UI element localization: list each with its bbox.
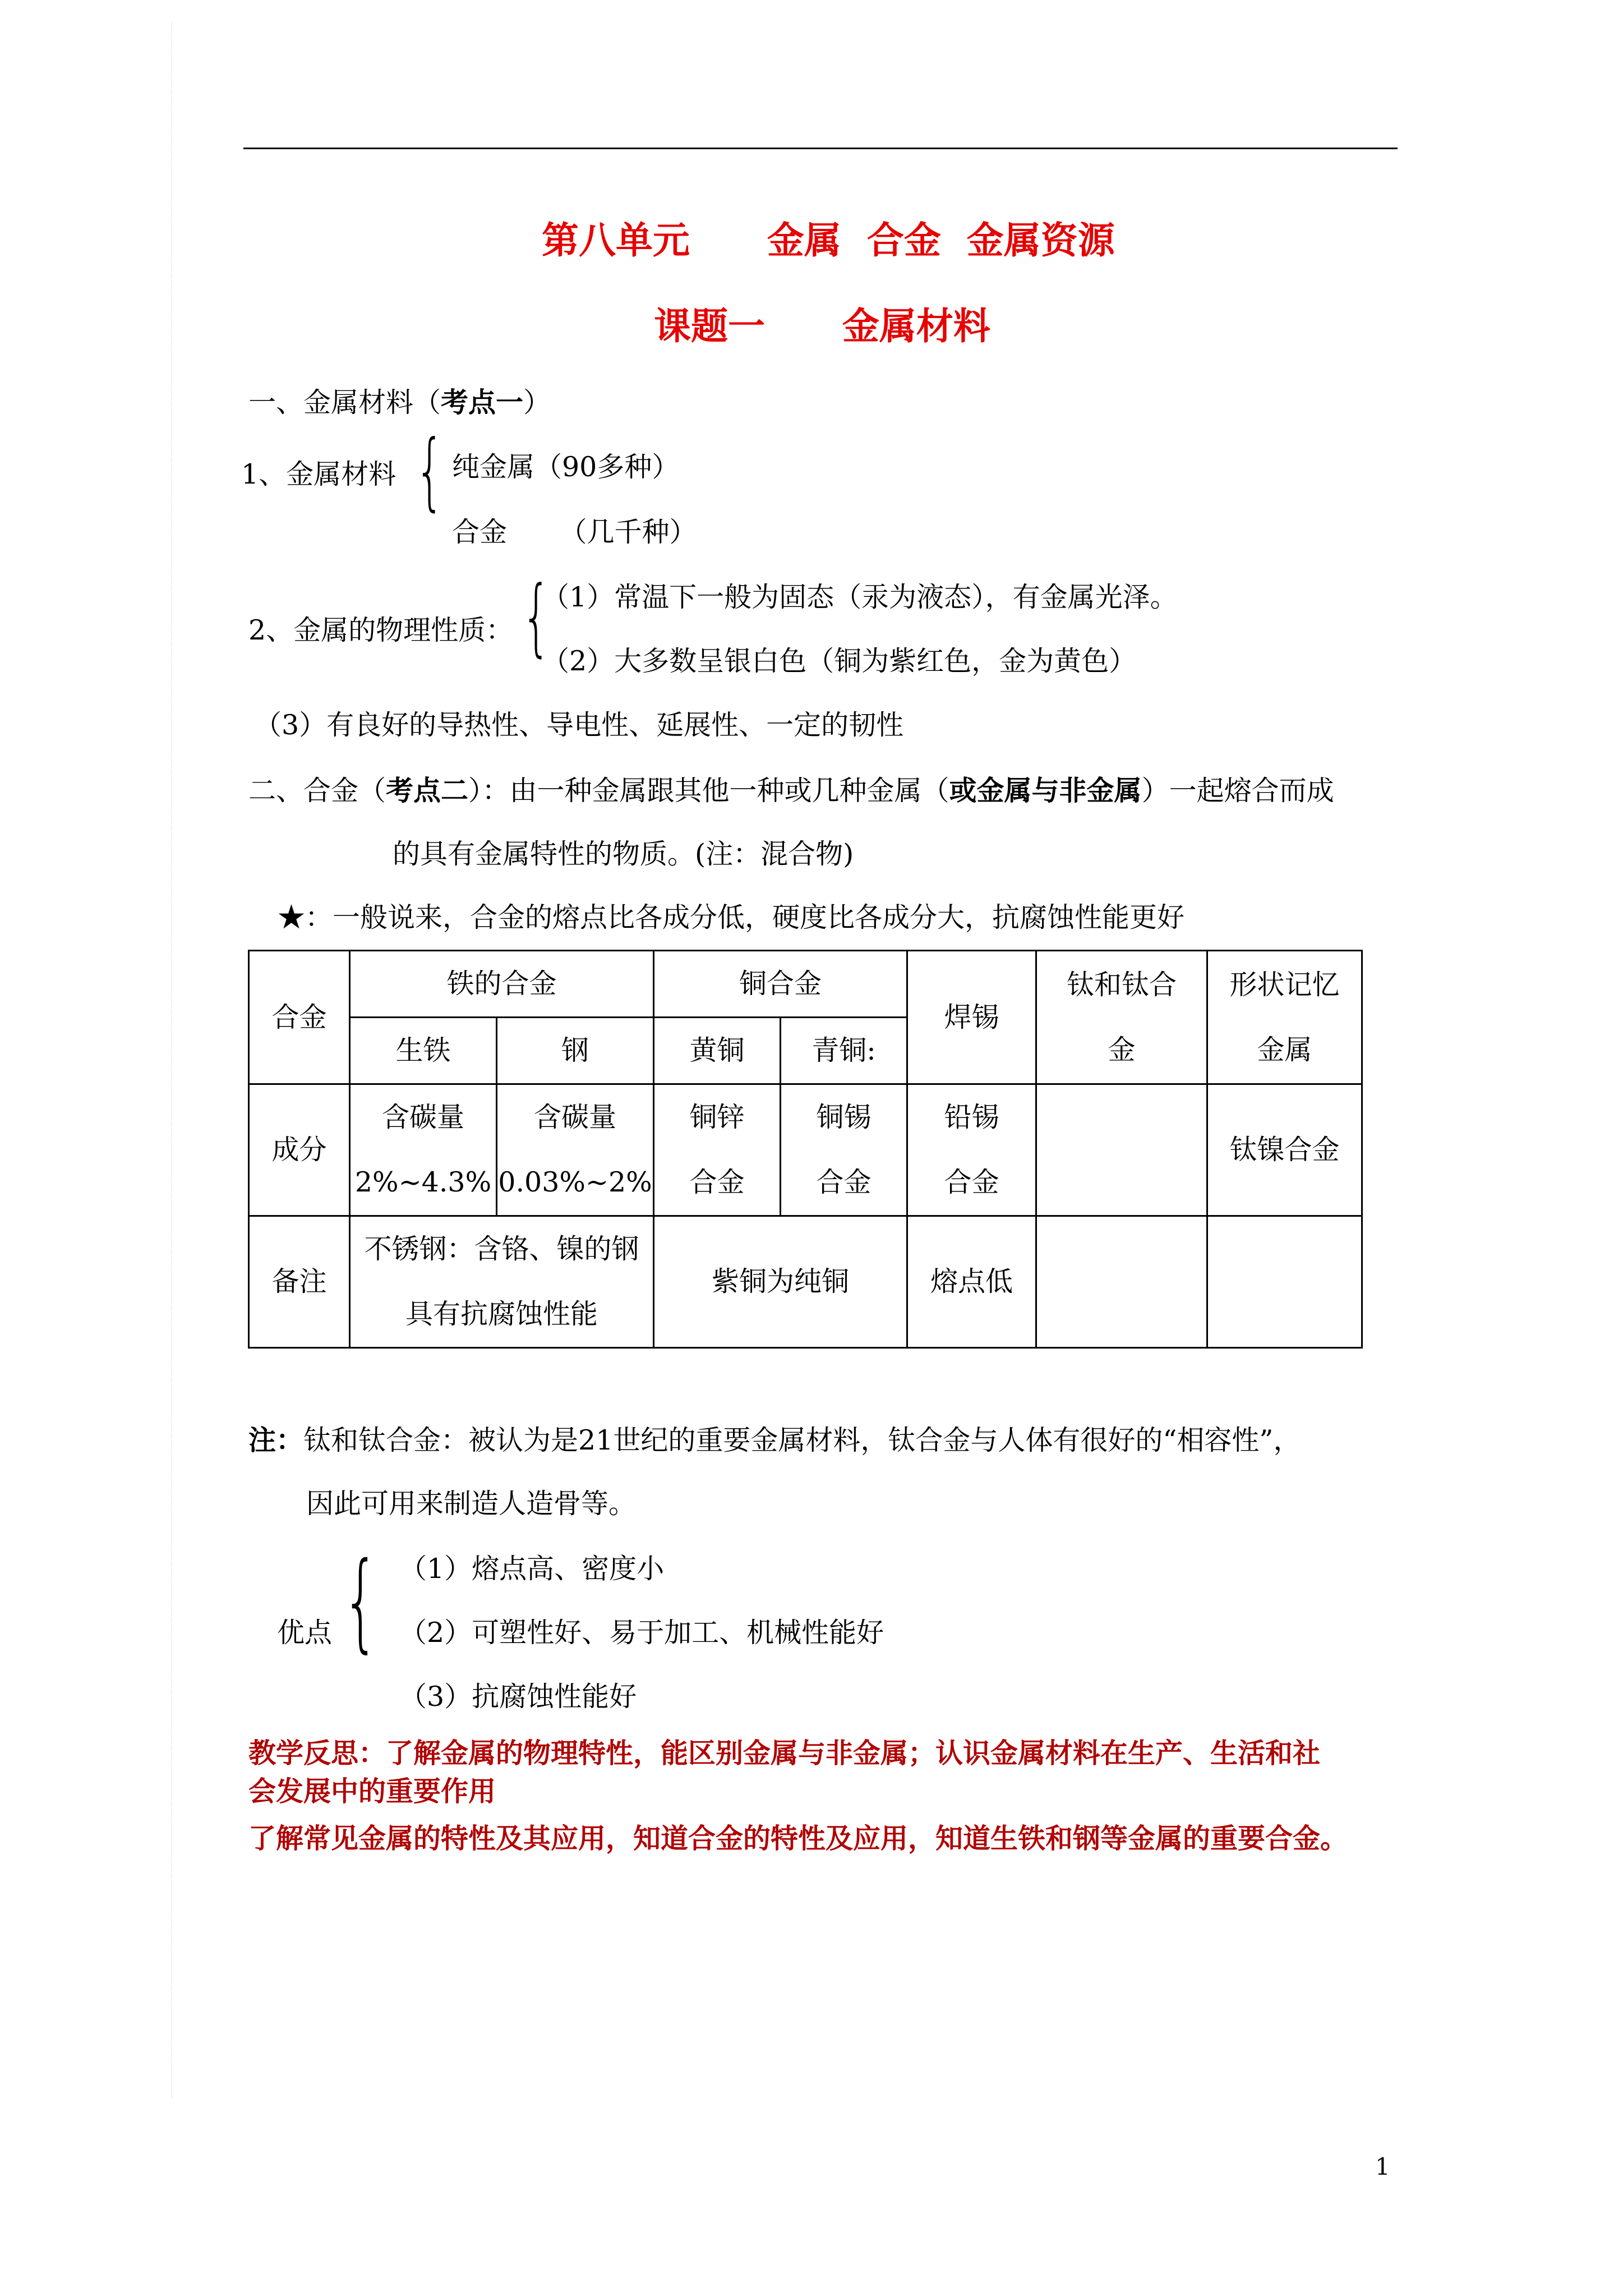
item2-property-1: （1）常温下一般为固态（汞为液态），有金属光泽。 [542,581,1178,613]
advantage-1: （1）熔点高、密度小 [399,1553,665,1585]
pig-iron-comp-1: 含碳量 [381,1101,464,1133]
cell-solder-comp [907,1084,1036,1216]
advantage-2: （2）可塑性好、易于加工、机械性能好 [399,1617,884,1649]
s2-b: ）：由一种金属跟其他一种或几种金属（ [468,775,949,807]
cell-note-label: 备注 [249,1216,350,1348]
cell-composition-label: 成分 [249,1084,350,1216]
steel-comp-1: 含碳量 [534,1101,617,1133]
cell-steel: 钢 [497,1018,654,1084]
titanium-note-text: 钛和钛合金：被认为是21世纪的重要金属材料，钛合金与人体有很好的“相容性”， [303,1424,1301,1456]
section1-heading [248,385,551,420]
cell-brass-comp [654,1084,781,1216]
advantage-3: （3）抗腐蚀性能好 [399,1681,637,1713]
item2-property-2: （2）大多数呈银白色（铜为紫红色，金为黄色） [542,645,1137,677]
cell-iron-note [350,1216,654,1348]
cell-titanium [1036,951,1207,1084]
s2-bold2: 或金属与非金属 [949,774,1142,807]
s2-keypoint: 考点二 [386,774,469,807]
steel-comp-2: 0.03%~2% [498,1166,652,1198]
shape-memory-line2: 金属 [1257,1033,1312,1066]
reflection-line1: 教学反思：了解金属的物理特性，能区别金属与非金属；认识金属材料在生产、生活和社 [248,1737,1321,1769]
section1-heading-keypoint: 考点一 [441,386,524,418]
s2-a: 二、合金（ [248,775,386,807]
cell-bronze-comp [781,1084,907,1216]
cell-shape-memory [1207,951,1362,1084]
item1-alloy: 合金 （几千种） [452,516,697,548]
page-number: 1 [1375,2153,1390,2180]
cell-bronze: 青铜: [781,1018,907,1084]
brass-comp-2: 合金 [689,1166,745,1198]
cell-copper-note: 紫铜为纯铜 [654,1216,907,1348]
brass-comp-1: 铜锌 [689,1101,745,1133]
item2-brace: { [522,568,551,666]
cell-shape-memory-note [1207,1216,1362,1348]
section1-heading-text: 一、金属材料（ [248,386,441,418]
cell-brass: 黄铜 [654,1018,781,1084]
cell-alloy-header: 合金 [249,951,350,1084]
s2-c: ）一起熔合而成 [1141,775,1334,807]
cell-copper-alloy: 铜合金 [654,951,907,1018]
shape-memory-line1: 形状记忆 [1229,968,1340,1001]
item1-pure-metal: 纯金属（90多种） [452,451,680,483]
cell-titanium-comp [1036,1084,1207,1216]
advantages-brace: { [342,1539,380,1663]
cell-solder-note: 熔点低 [907,1216,1036,1348]
cell-solder: 焊锡 [907,951,1036,1084]
header-rule [243,148,1398,149]
titanium-note-line1 [248,1423,1301,1458]
pig-iron-comp-2: 2%~4.3% [354,1166,492,1198]
bronze-comp-2: 合金 [816,1166,872,1198]
bronze-comp-1: 铜锡 [816,1101,872,1133]
alloy-table [248,950,1363,1349]
advantages-label: 优点 [277,1617,333,1649]
cell-iron-alloy: 铁的合金 [350,951,654,1018]
unit-title: 第八单元 金属 合金 金属资源 [542,218,1115,262]
titanium-line1: 钛和钛合 [1067,968,1177,1001]
titanium-note-label: 注： [248,1424,304,1456]
cell-pig-iron-comp [350,1084,497,1216]
section2-definition-line2: 的具有金属特性的物质。(注：混合物) [393,838,854,870]
iron-note-1: 不锈钢：含铬、镍的钢 [364,1233,639,1265]
iron-note-2: 具有抗腐蚀性能 [405,1298,598,1330]
section2-definition-line1 [248,773,1334,808]
reflection-line3: 了解常见金属的特性及其应用，知道合金的特性及应用，知道生铁和钢等金属的重要合金。 [248,1822,1348,1855]
lesson-title: 课题一 金属材料 [654,304,990,348]
solder-comp-2: 合金 [944,1166,999,1198]
left-margin-guide [171,22,172,2098]
item2-label: 2、金属的物理性质： [248,614,514,646]
cell-steel-comp [497,1084,654,1216]
titanium-line2: 金 [1108,1033,1136,1066]
cell-titanium-note [1036,1216,1207,1348]
item1-label: 1、金属材料 [241,458,396,490]
reflection-line2: 会发展中的重要作用 [248,1775,496,1807]
cell-shape-memory-comp: 钛镍合金 [1207,1084,1362,1216]
item1-brace: { [415,422,445,520]
cell-pig-iron: 生铁 [350,1018,497,1084]
star-note: ★：一般说来，合金的熔点比各成分低，硬度比各成分大，抗腐蚀性能更好 [278,901,1185,933]
item3-property: （3）有良好的导热性、导电性、延展性、一定的韧性 [254,709,904,741]
titanium-note-line2: 因此可用来制造人造骨等。 [306,1488,637,1520]
section1-heading-end: ） [523,386,551,418]
solder-comp-1: 铅锡 [944,1101,999,1133]
